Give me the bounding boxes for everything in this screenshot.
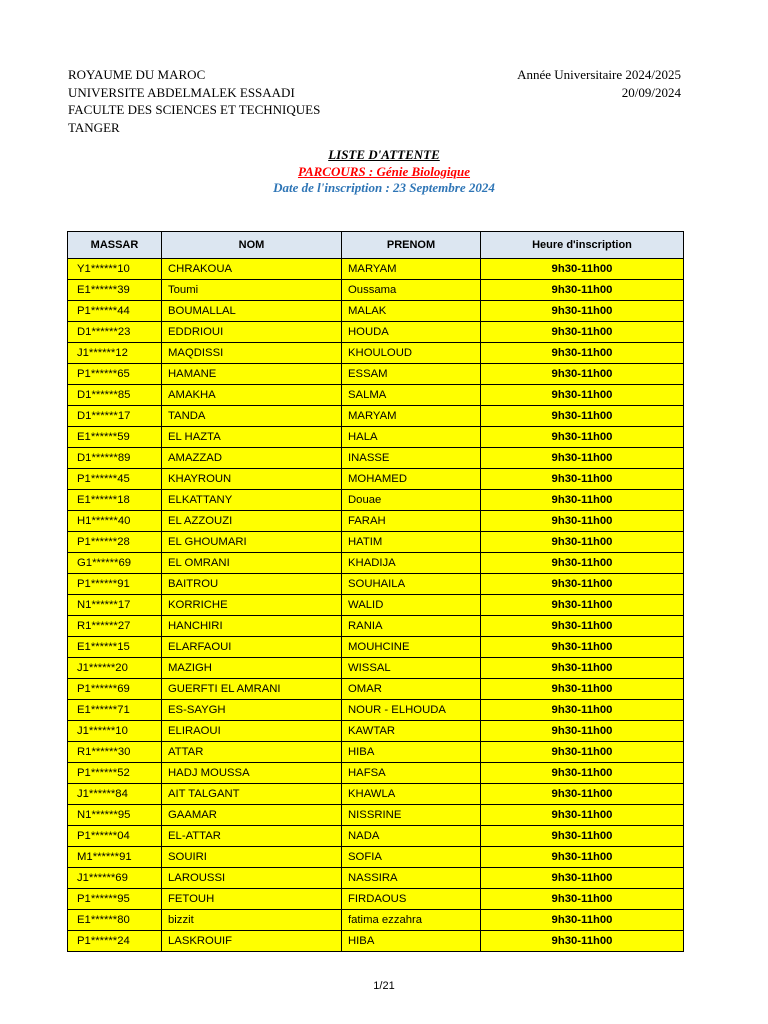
cell-nom: MAZIGH	[162, 658, 342, 679]
institution-header	[68, 66, 320, 136]
page-number: 1/21	[373, 980, 395, 992]
table-row	[68, 448, 684, 469]
cell-prenom: NADA	[342, 826, 481, 847]
table-row	[68, 301, 684, 322]
cell-heure: 9h30-11h00	[481, 931, 684, 952]
cell-heure: 9h30-11h00	[481, 742, 684, 763]
cell-nom: SOUIRI	[162, 847, 342, 868]
table-row	[68, 511, 684, 532]
table-row	[68, 784, 684, 805]
table-header-row	[68, 232, 684, 259]
cell-nom: GUERFTI EL AMRANI	[162, 679, 342, 700]
cell-prenom: KHOULOUD	[342, 343, 481, 364]
cell-massar: P1******45	[68, 469, 162, 490]
cell-nom: ES-SAYGH	[162, 700, 342, 721]
table-row	[68, 343, 684, 364]
cell-prenom: WISSAL	[342, 658, 481, 679]
cell-nom: ELARFAOUI	[162, 637, 342, 658]
cell-massar: E1******59	[68, 427, 162, 448]
table-row	[68, 826, 684, 847]
table-row	[68, 910, 684, 931]
cell-heure: 9h30-11h00	[481, 553, 684, 574]
column-header-prenom: PRENOM	[342, 232, 481, 259]
cell-massar: E1******15	[68, 637, 162, 658]
table-row	[68, 322, 684, 343]
cell-massar: G1******69	[68, 553, 162, 574]
cell-heure: 9h30-11h00	[481, 448, 684, 469]
cell-prenom: HALA	[342, 427, 481, 448]
table-row	[68, 700, 684, 721]
cell-heure: 9h30-11h00	[481, 910, 684, 931]
document-date: 20/09/2024	[621, 84, 681, 100]
cell-heure: 9h30-11h00	[481, 280, 684, 301]
cell-nom: HANCHIRI	[162, 616, 342, 637]
table-row	[68, 259, 684, 280]
table-row	[68, 658, 684, 679]
cell-massar: J1******69	[68, 868, 162, 889]
cell-massar: P1******69	[68, 679, 162, 700]
cell-prenom: HIBA	[342, 742, 481, 763]
cell-heure: 9h30-11h00	[481, 385, 684, 406]
cell-nom: AIT TALGANT	[162, 784, 342, 805]
cell-massar: D1******85	[68, 385, 162, 406]
cell-prenom: RANIA	[342, 616, 481, 637]
cell-prenom: SOUHAILA	[342, 574, 481, 595]
cell-prenom: FARAH	[342, 511, 481, 532]
cell-nom: ELIRAOUI	[162, 721, 342, 742]
cell-prenom: MOUHCINE	[342, 637, 481, 658]
table-row	[68, 742, 684, 763]
table-row	[68, 721, 684, 742]
cell-heure: 9h30-11h00	[481, 301, 684, 322]
header-line-faculty: FACULTE DES SCIENCES ET TECHNIQUES	[68, 102, 321, 117]
academic-year-header	[517, 66, 681, 101]
cell-prenom: fatima ezzahra	[342, 910, 481, 931]
cell-massar: P1******28	[68, 532, 162, 553]
cell-prenom: MOHAMED	[342, 469, 481, 490]
cell-heure: 9h30-11h00	[481, 574, 684, 595]
header-line-university: UNIVERSITE ABDELMALEK ESSAADI	[68, 84, 295, 100]
table-row	[68, 490, 684, 511]
cell-massar: P1******24	[68, 931, 162, 952]
cell-nom: AMAKHA	[162, 385, 342, 406]
table-row	[68, 763, 684, 784]
cell-heure: 9h30-11h00	[481, 322, 684, 343]
cell-prenom: HATIM	[342, 532, 481, 553]
cell-prenom: FIRDAOUS	[342, 889, 481, 910]
table-row	[68, 406, 684, 427]
table-row	[68, 616, 684, 637]
cell-prenom: HIBA	[342, 931, 481, 952]
cell-heure: 9h30-11h00	[481, 595, 684, 616]
cell-nom: KORRICHE	[162, 595, 342, 616]
waiting-list-table	[67, 231, 684, 952]
cell-massar: P1******91	[68, 574, 162, 595]
cell-prenom: HAFSA	[342, 763, 481, 784]
cell-massar: J1******12	[68, 343, 162, 364]
cell-prenom: MALAK	[342, 301, 481, 322]
cell-massar: H1******40	[68, 511, 162, 532]
cell-prenom: Oussama	[342, 280, 481, 301]
cell-massar: P1******52	[68, 763, 162, 784]
cell-nom: LAROUSSI	[162, 868, 342, 889]
cell-heure: 9h30-11h00	[481, 616, 684, 637]
cell-heure: 9h30-11h00	[481, 532, 684, 553]
cell-massar: D1******89	[68, 448, 162, 469]
cell-prenom: WALID	[342, 595, 481, 616]
academic-year: Année Universitaire 2024/2025	[517, 67, 681, 82]
cell-nom: ELKATTANY	[162, 490, 342, 511]
document-titles	[0, 147, 768, 197]
cell-nom: MAQDISSI	[162, 343, 342, 364]
cell-massar: E1******18	[68, 490, 162, 511]
table-row	[68, 427, 684, 448]
table-row	[68, 868, 684, 889]
cell-nom: LASKROUIF	[162, 931, 342, 952]
cell-nom: AMAZZAD	[162, 448, 342, 469]
cell-nom: EL HAZTA	[162, 427, 342, 448]
cell-nom: HADJ MOUSSA	[162, 763, 342, 784]
cell-prenom: NASSIRA	[342, 868, 481, 889]
cell-nom: EL GHOUMARI	[162, 532, 342, 553]
cell-massar: P1******65	[68, 364, 162, 385]
table-row	[68, 280, 684, 301]
cell-nom: GAAMAR	[162, 805, 342, 826]
table-row	[68, 595, 684, 616]
cell-massar: P1******04	[68, 826, 162, 847]
cell-massar: P1******44	[68, 301, 162, 322]
cell-prenom: OMAR	[342, 679, 481, 700]
cell-heure: 9h30-11h00	[481, 847, 684, 868]
cell-massar: R1******27	[68, 616, 162, 637]
cell-massar: N1******95	[68, 805, 162, 826]
cell-nom: ATTAR	[162, 742, 342, 763]
table-row	[68, 637, 684, 658]
header-line-city: TANGER	[68, 119, 120, 135]
table-row	[68, 385, 684, 406]
cell-massar: E1******80	[68, 910, 162, 931]
cell-nom: BAITROU	[162, 574, 342, 595]
cell-massar: J1******10	[68, 721, 162, 742]
cell-heure: 9h30-11h00	[481, 406, 684, 427]
cell-nom: bizzit	[162, 910, 342, 931]
cell-heure: 9h30-11h00	[481, 259, 684, 280]
cell-heure: 9h30-11h00	[481, 427, 684, 448]
table-row	[68, 931, 684, 952]
table-row	[68, 805, 684, 826]
table-row	[68, 364, 684, 385]
cell-nom: HAMANE	[162, 364, 342, 385]
cell-heure: 9h30-11h00	[481, 763, 684, 784]
cell-prenom: INASSE	[342, 448, 481, 469]
cell-prenom: MARYAM	[342, 406, 481, 427]
cell-heure: 9h30-11h00	[481, 805, 684, 826]
cell-massar: E1******71	[68, 700, 162, 721]
cell-prenom: HOUDA	[342, 322, 481, 343]
cell-nom: EL-ATTAR	[162, 826, 342, 847]
cell-massar: Y1******10	[68, 259, 162, 280]
cell-heure: 9h30-11h00	[481, 637, 684, 658]
table-row	[68, 532, 684, 553]
column-header-nom: NOM	[162, 232, 342, 259]
table-row	[68, 847, 684, 868]
cell-nom: EL AZZOUZI	[162, 511, 342, 532]
cell-massar: N1******17	[68, 595, 162, 616]
cell-heure: 9h30-11h00	[481, 511, 684, 532]
cell-heure: 9h30-11h00	[481, 700, 684, 721]
cell-massar: D1******17	[68, 406, 162, 427]
cell-nom: EL OMRANI	[162, 553, 342, 574]
cell-massar: P1******95	[68, 889, 162, 910]
cell-prenom: KHADIJA	[342, 553, 481, 574]
cell-prenom: NOUR - ELHOUDA	[342, 700, 481, 721]
cell-prenom: SOFIA	[342, 847, 481, 868]
cell-nom: BOUMALLAL	[162, 301, 342, 322]
cell-heure: 9h30-11h00	[481, 889, 684, 910]
cell-nom: CHRAKOUA	[162, 259, 342, 280]
cell-massar: M1******91	[68, 847, 162, 868]
cell-heure: 9h30-11h00	[481, 469, 684, 490]
table-body	[68, 259, 684, 952]
cell-prenom: KHAWLA	[342, 784, 481, 805]
column-header-massar: MASSAR	[68, 232, 162, 259]
cell-prenom: MARYAM	[342, 259, 481, 280]
column-header-heure: Heure d'inscription	[481, 232, 684, 259]
cell-prenom: ESSAM	[342, 364, 481, 385]
cell-heure: 9h30-11h00	[481, 826, 684, 847]
parcours-title: PARCOURS : Génie Biologique	[297, 163, 471, 179]
cell-heure: 9h30-11h00	[481, 343, 684, 364]
cell-heure: 9h30-11h00	[481, 490, 684, 511]
cell-heure: 9h30-11h00	[481, 679, 684, 700]
cell-prenom: KAWTAR	[342, 721, 481, 742]
table-row	[68, 553, 684, 574]
table-row	[68, 889, 684, 910]
cell-heure: 9h30-11h00	[481, 364, 684, 385]
cell-heure: 9h30-11h00	[481, 721, 684, 742]
table-row	[68, 469, 684, 490]
list-title: LISTE D'ATTENTE	[328, 147, 440, 162]
cell-heure: 9h30-11h00	[481, 868, 684, 889]
cell-heure: 9h30-11h00	[481, 784, 684, 805]
registration-date: Date de l'inscription : 23 Septembre 2024	[273, 180, 495, 195]
cell-nom: Toumi	[162, 280, 342, 301]
cell-nom: KHAYROUN	[162, 469, 342, 490]
cell-massar: E1******39	[68, 280, 162, 301]
cell-prenom: SALMA	[342, 385, 481, 406]
cell-nom: TANDA	[162, 406, 342, 427]
cell-massar: J1******84	[68, 784, 162, 805]
header-line-kingdom: ROYAUME DU MAROC	[68, 67, 206, 82]
cell-prenom: NISSRINE	[342, 805, 481, 826]
cell-massar: J1******20	[68, 658, 162, 679]
table-row	[68, 679, 684, 700]
cell-heure: 9h30-11h00	[481, 658, 684, 679]
cell-nom: FETOUH	[162, 889, 342, 910]
cell-massar: R1******30	[68, 742, 162, 763]
cell-massar: D1******23	[68, 322, 162, 343]
cell-nom: EDDRIOUI	[162, 322, 342, 343]
cell-prenom: Douae	[342, 490, 481, 511]
table-row	[68, 574, 684, 595]
